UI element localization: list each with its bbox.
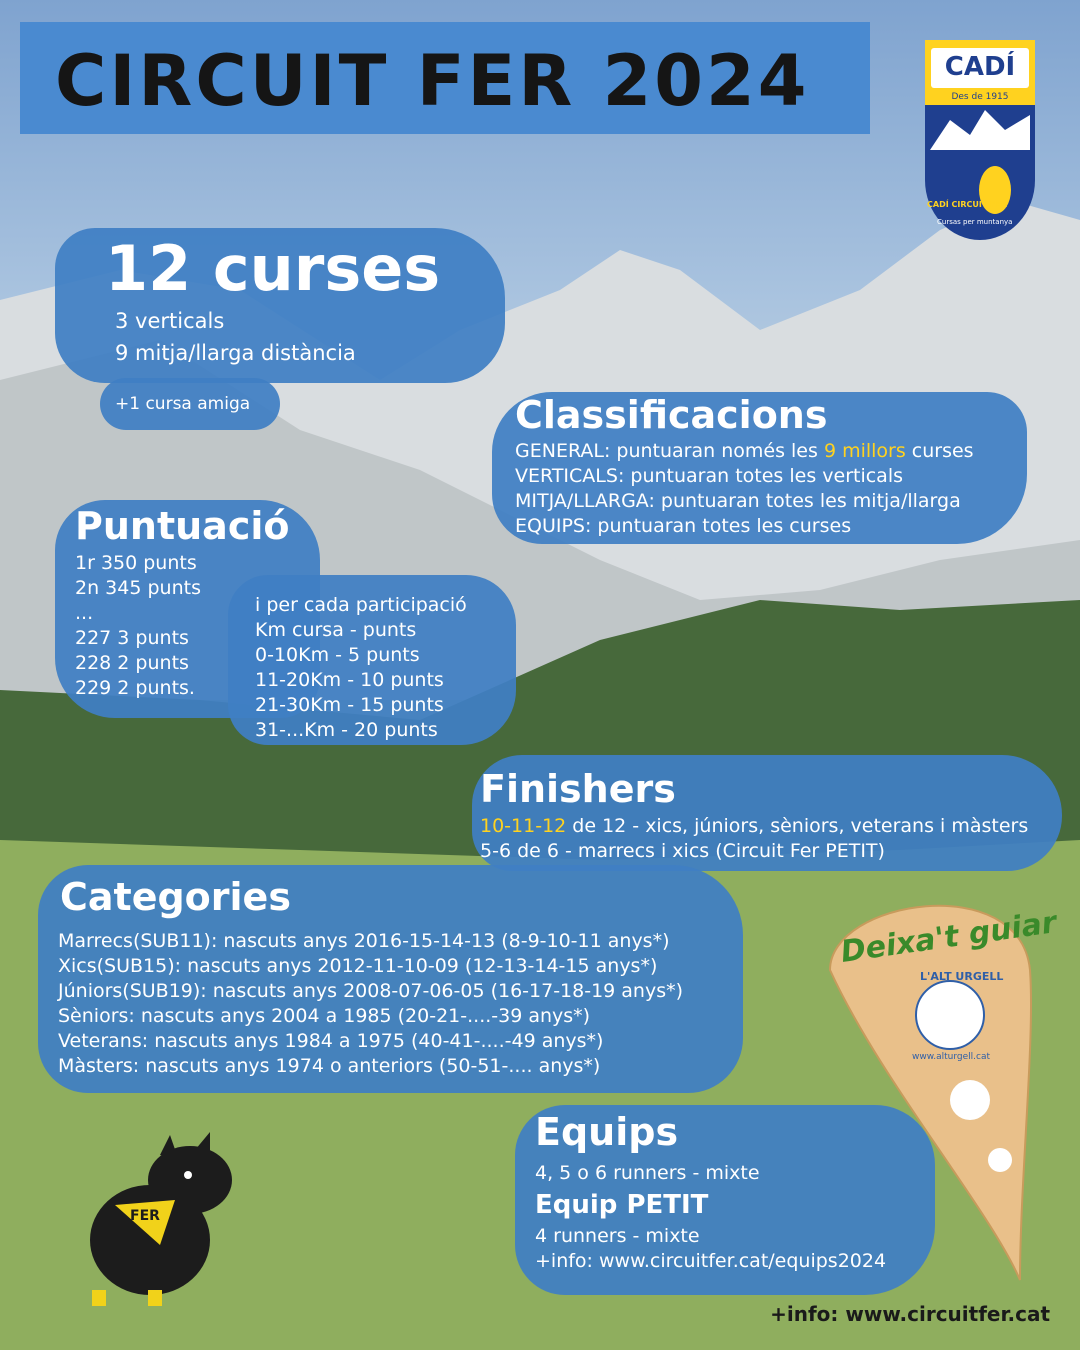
general-suffix: curses [905,440,974,462]
categories-heading: Categories [60,875,291,919]
equips-line-1: 4, 5 o 6 runners - mixte [535,1162,760,1184]
participacio-line-5: 21-30Km - 15 punts [255,694,444,716]
finishers-highlight: 10-11-12 [480,815,567,837]
finishers-rest: de 12 - xics, júniors, sèniors, veterans i màsters [566,815,1029,837]
page-title: CIRCUIT FER 2024 [55,40,810,122]
puntuacio-position-6: 229 2 punts. [75,677,195,699]
alt-urgell-promo [820,880,1059,1290]
puntuacio-position-3: ... [75,602,94,624]
puntuacio-position-5: 228 2 punts [75,652,189,674]
mascot-bib: FER [130,1208,160,1224]
puntuacio-position-2: 2n 345 punts [75,577,201,599]
finishers-line-2: 5-6 de 6 - marrecs i xics (Circuit Fer PETIT) [480,840,885,862]
promo-region: L'ALT URGELL [920,970,1004,983]
logo-since: Des de 1915 [951,92,1009,102]
classificacions-general [515,441,974,463]
category-masters: Màsters: nascuts anys 1974 o anteriors (50-51-.... anys*) [58,1055,601,1077]
promo-slogan: Deixa't guiar [838,905,1059,970]
footer-info-link[interactable]: +info: www.circuitfer.cat [770,1302,1050,1326]
category-marrecs: Marrecs(SUB11): nascuts anys 2016-15-14-13 (8-9-10-11 anys*) [58,930,670,952]
curses-heading: 12 curses [105,232,441,305]
participacio-line-6: 31-...Km - 20 punts [255,719,438,741]
classificacions-verticals: VERTICALS: puntuaran totes les verticals [515,465,903,487]
logo-subtitle: Cursas per muntanya [937,218,1013,226]
classificacions-equips: EQUIPS: puntuaran totes les curses [515,515,852,537]
puntuacio-position-1: 1r 350 punts [75,552,197,574]
category-juniors: Júniors(SUB19): nascuts anys 2008-07-06-05 (16-17-18-19 anys*) [58,980,684,1002]
equip-petit-heading: Equip PETIT [535,1190,709,1220]
category-xics: Xics(SUB15): nascuts anys 2012-11-10-09 (12-13-14-15 anys*) [58,955,658,977]
cadi-logo [925,40,1035,245]
equips-info-link[interactable]: +info: www.circuitfer.cat/equips2024 [535,1250,887,1272]
promo-web: www.alturgell.cat [912,1052,991,1062]
participacio-line-3: 0-10Km - 5 punts [255,644,420,666]
finishers-heading: Finishers [480,767,676,811]
participacio-line-2: Km cursa - punts [255,619,417,641]
general-highlight: 9 millors [823,440,906,462]
category-seniors: Sèniors: nascuts anys 2004 a 1985 (20-21-....-39 anys*) [58,1005,591,1027]
puntuacio-position-4: 227 3 punts [75,627,189,649]
equips-heading: Equips [535,1110,679,1154]
logo-arc-text: CADÍ CIRCUIT FER [927,200,1008,209]
equips-line-2: 4 runners - mixte [535,1225,700,1247]
boar-mascot [70,1130,240,1310]
curses-line-distancia: 9 mitja/llarga distància [115,341,356,365]
finishers-line-1 [480,816,1028,838]
curses-line-verticals: 3 verticals [115,309,225,333]
classificacions-mitja-llarga: MITJA/LLARGA: puntuaran totes les mitja/llarga [515,490,961,512]
puntuacio-heading: Puntuació [75,504,290,548]
classificacions-heading: Classificacions [515,393,828,437]
participacio-line-4: 11-20Km - 10 punts [255,669,444,691]
logo-brand: CADÍ [944,52,1016,82]
category-veterans: Veterans: nascuts anys 1984 a 1975 (40-41-....-49 anys*) [58,1030,604,1052]
participacio-line-1: i per cada participació [255,594,467,616]
general-prefix: GENERAL: puntuaran només les [515,440,824,462]
cursa-amiga: +1 cursa amiga [115,394,251,414]
